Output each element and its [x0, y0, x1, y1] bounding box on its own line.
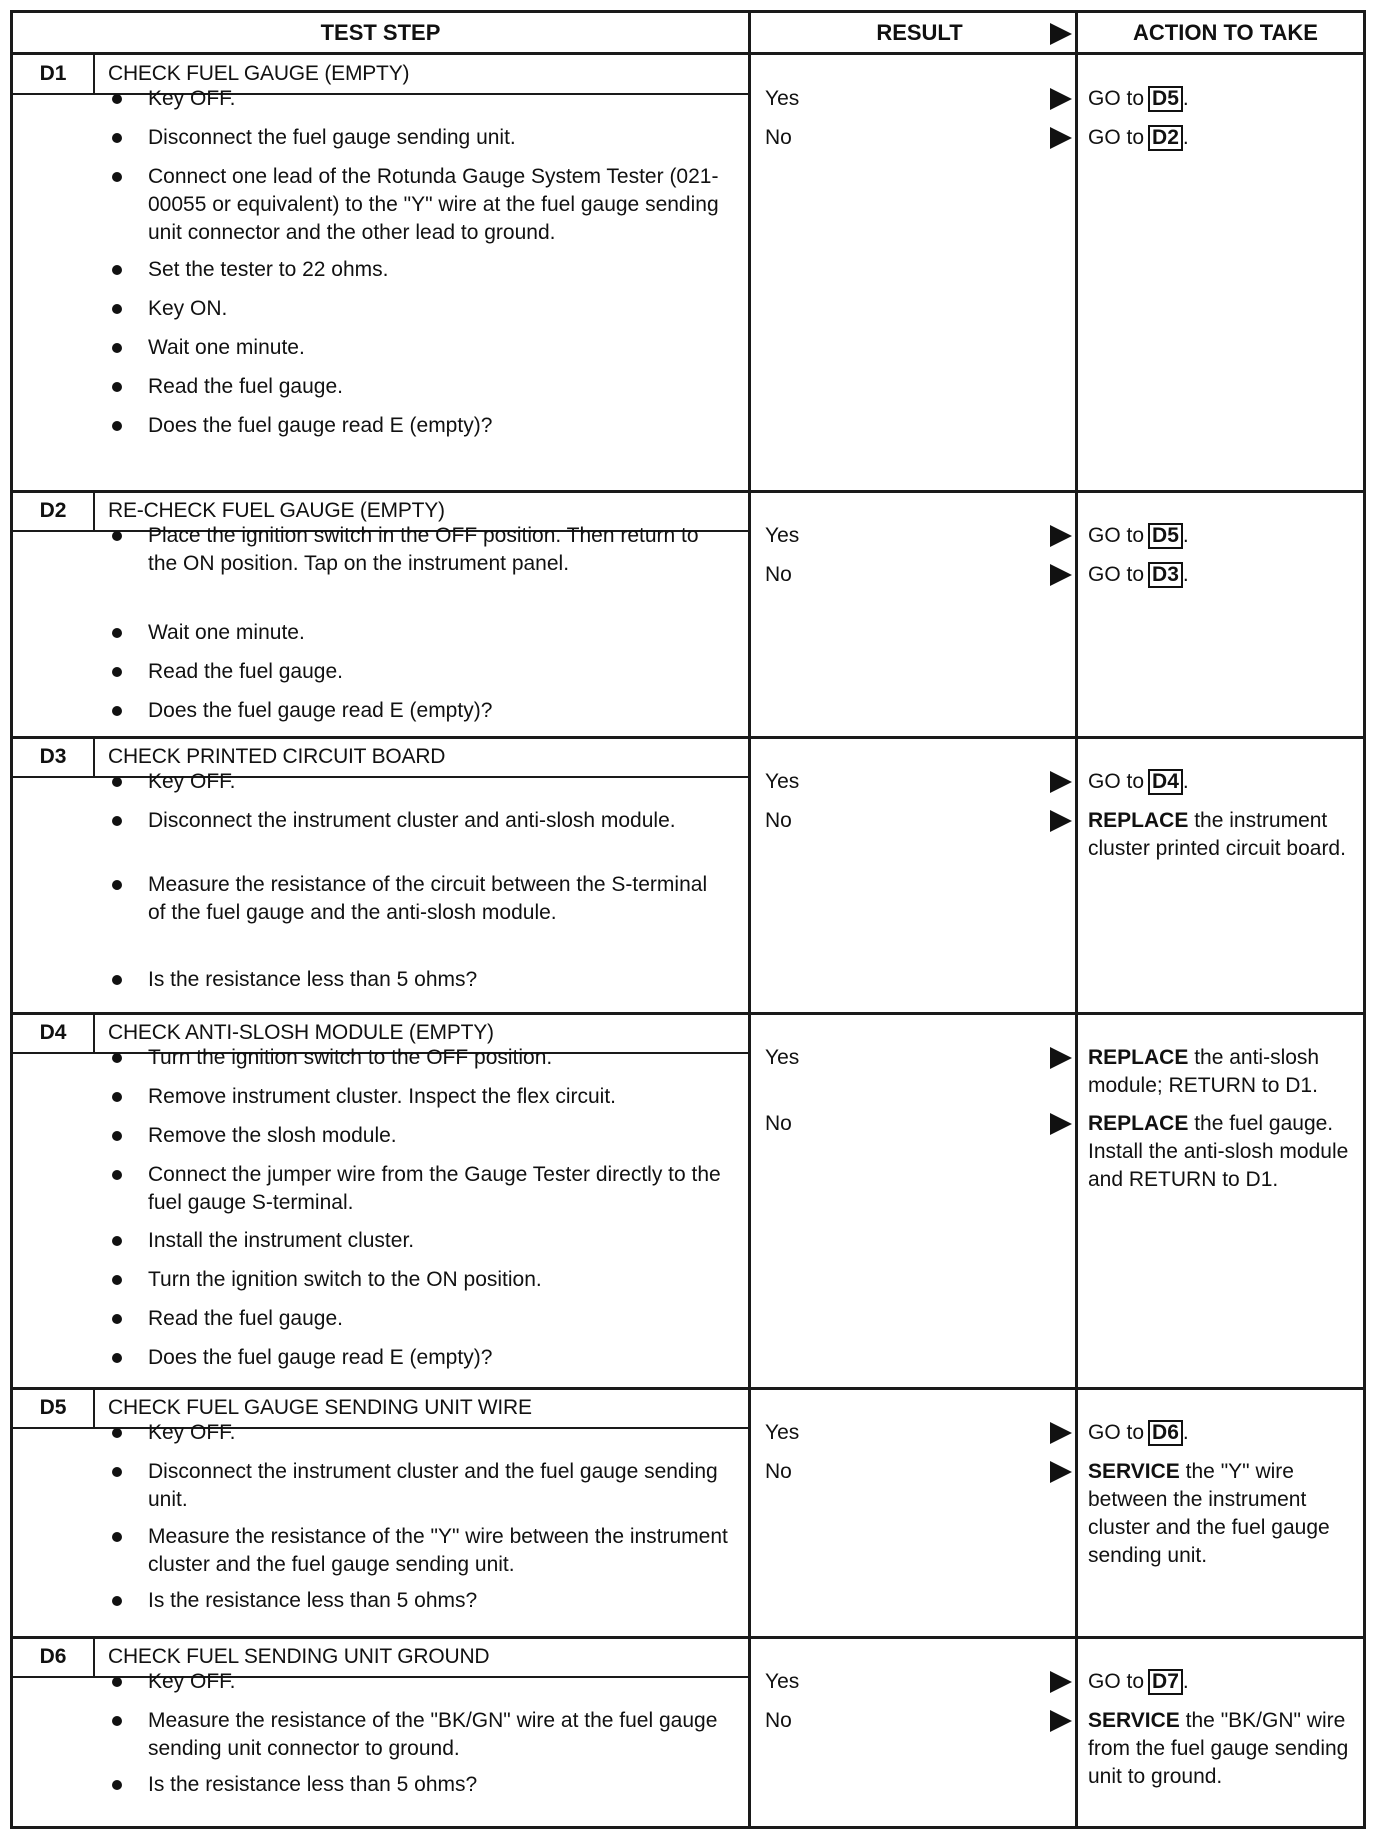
step-id-divider [93, 1638, 95, 1676]
arrow-right-icon [1050, 88, 1072, 110]
arrow-right-icon [1050, 1047, 1072, 1069]
bullet-text: Key OFF. [148, 1421, 236, 1444]
diagnostic-table [10, 10, 1366, 1829]
step-bullet [108, 295, 728, 323]
bullet-text: Is the resistance less than 5 ohms? [148, 1773, 478, 1796]
action-prefix: GO to [1088, 563, 1145, 586]
step-bullet [108, 373, 728, 401]
bullet-icon [112, 133, 122, 143]
arrow-right-icon [1050, 1671, 1072, 1693]
bullet-icon [112, 706, 122, 716]
bullet-icon [112, 421, 122, 431]
result-label: No [765, 1460, 792, 1483]
bullet-icon [112, 1314, 122, 1324]
action-prefix: GO to [1088, 87, 1145, 110]
action-text: GO to D6 . [1088, 1421, 1189, 1444]
action-detail: the anti-slosh module; RETURN to D1. [1088, 1046, 1320, 1097]
bullet-icon [112, 94, 122, 104]
step-bullet [108, 1587, 728, 1615]
action-text [1088, 807, 1358, 863]
step-id: D4 [39, 1021, 67, 1044]
step-bullet [108, 1771, 728, 1799]
bullet-icon [112, 304, 122, 314]
action-text [1088, 1044, 1358, 1100]
step-id: D5 [39, 1396, 67, 1419]
bullet-text: Remove the slosh module. [148, 1124, 397, 1147]
bullet-icon [112, 1716, 122, 1726]
bullet-text: Read the fuel gauge. [148, 1307, 343, 1330]
result-label: No [765, 809, 792, 832]
action-verb: REPLACE [1088, 1112, 1189, 1135]
result-label: Yes [765, 770, 800, 793]
bullet-text: Measure the resistance of the "BK/GN" wire at the fuel gauge sending unit connector to ground. [148, 1709, 718, 1760]
bullet-icon [112, 628, 122, 638]
bullet-icon [112, 667, 122, 677]
bullet-icon [112, 880, 122, 890]
step-bullet [108, 1083, 728, 1111]
arrow-right-icon [1050, 810, 1072, 832]
action-detail: the "BK/GN" wire from the fuel gauge sending unit to ground. [1088, 1709, 1349, 1788]
result-label: Yes [765, 1670, 800, 1693]
action-text: GO to D2 . [1088, 126, 1189, 149]
step-bullet [108, 658, 728, 686]
arrow-right-icon [1050, 1710, 1072, 1732]
action-verb: SERVICE [1088, 1709, 1180, 1732]
action-verb: SERVICE [1088, 1460, 1180, 1483]
bullet-icon [112, 1596, 122, 1606]
bullet-text: Read the fuel gauge. [148, 375, 343, 398]
bullet-icon [112, 1275, 122, 1285]
bullet-icon [112, 265, 122, 275]
step-reference-link[interactable]: D5 [1148, 523, 1183, 549]
step-bullet [108, 1122, 728, 1150]
header-result: RESULT [751, 13, 1088, 55]
bullet-text: Key OFF. [148, 87, 236, 110]
step-bullet [108, 412, 728, 440]
step-bullet [108, 1344, 728, 1372]
bullet-icon [112, 1467, 122, 1477]
step-id-divider [93, 1014, 95, 1052]
step-reference-link[interactable]: D4 [1148, 769, 1183, 795]
bullet-text: Does the fuel gauge read E (empty)? [148, 1346, 493, 1369]
bullet-text: Measure the resistance of the "Y" wire between the instrument cluster and the fuel gauge sending unit. [148, 1525, 728, 1576]
result-label: Yes [765, 1046, 800, 1069]
action-text [1088, 1458, 1358, 1570]
bullet-icon [112, 777, 122, 787]
result-label: No [765, 126, 792, 149]
step-title: RE-CHECK FUEL GAUGE (EMPTY) [108, 499, 445, 522]
arrow-right-icon [1050, 127, 1072, 149]
bullet-text: Connect the jumper wire from the Gauge Tester directly to the fuel gauge S-terminal. [148, 1163, 721, 1214]
bullet-icon [112, 1428, 122, 1438]
step-bullet [108, 1458, 728, 1514]
step-bullet [108, 522, 728, 578]
step-bullet [108, 1419, 728, 1447]
step-title: CHECK FUEL SENDING UNIT GROUND [108, 1645, 490, 1668]
step-reference-link[interactable]: D5 [1148, 86, 1183, 112]
step-id: D3 [39, 745, 67, 768]
bullet-icon [112, 1170, 122, 1180]
bullet-text: Does the fuel gauge read E (empty)? [148, 699, 493, 722]
header-arrow-icon [1050, 23, 1072, 45]
header-test-step: TEST STEP [13, 13, 748, 55]
step-bullet [108, 1707, 728, 1763]
action-detail: the fuel gauge. Install the anti-slosh module and RETURN to D1. [1088, 1112, 1349, 1191]
bullet-icon [112, 1677, 122, 1687]
step-bullet [108, 697, 728, 725]
bullet-icon [112, 343, 122, 353]
action-detail: the instrument cluster printed circuit board. [1088, 809, 1346, 860]
step-bullet [108, 1227, 728, 1255]
bullet-text: Set the tester to 22 ohms. [148, 258, 389, 281]
action-detail: the "Y" wire between the instrument cluster and the fuel gauge sending unit. [1088, 1460, 1330, 1567]
step-title: CHECK FUEL GAUGE SENDING UNIT WIRE [108, 1396, 532, 1419]
bullet-text: Install the instrument cluster. [148, 1229, 415, 1252]
step-bullet [108, 1668, 728, 1696]
step-bullet [108, 966, 728, 994]
bullet-text: Is the resistance less than 5 ohms? [148, 1589, 478, 1612]
column-divider-action [1075, 13, 1078, 1826]
bullet-text: Does the fuel gauge read E (empty)? [148, 414, 493, 437]
step-title: CHECK FUEL GAUGE (EMPTY) [108, 62, 410, 85]
bullet-text: Wait one minute. [148, 621, 305, 644]
step-bullet [108, 256, 728, 284]
step-bullet [108, 619, 728, 647]
bullet-icon [112, 975, 122, 985]
result-label: Yes [765, 87, 800, 110]
bullet-icon [112, 1532, 122, 1542]
step-reference-link[interactable]: D3 [1148, 562, 1183, 588]
step-title: CHECK PRINTED CIRCUIT BOARD [108, 745, 446, 768]
arrow-right-icon [1050, 525, 1072, 547]
arrow-right-icon [1050, 1113, 1072, 1135]
step-bullet [108, 768, 728, 796]
bullet-icon [112, 1236, 122, 1246]
action-text: GO to D5 . [1088, 524, 1189, 547]
action-prefix: GO to [1088, 770, 1145, 793]
bullet-text: Disconnect the fuel gauge sending unit. [148, 126, 516, 149]
action-text [1088, 1110, 1358, 1194]
bullet-text: Measure the resistance of the circuit between the S-terminal of the fuel gauge and the anti-slosh module. [148, 873, 708, 924]
result-label: No [765, 1112, 792, 1135]
action-verb: REPLACE [1088, 1046, 1189, 1069]
step-id-divider [93, 1389, 95, 1427]
column-divider-teststep [748, 13, 751, 1826]
bullet-text: Turn the ignition switch to the ON position. [148, 1268, 542, 1291]
result-label: No [765, 1709, 792, 1732]
step-reference-link[interactable]: D7 [1148, 1669, 1183, 1695]
step-reference-link[interactable]: D6 [1148, 1420, 1183, 1446]
action-text: GO to D7 . [1088, 1670, 1189, 1693]
action-prefix: GO to [1088, 524, 1145, 547]
step-reference-link[interactable]: D2 [1148, 125, 1183, 151]
step-id-divider [93, 492, 95, 530]
bullet-text: Key OFF. [148, 1670, 236, 1693]
bullet-icon [112, 172, 122, 182]
step-bullet [108, 871, 728, 927]
step-bullet [108, 1305, 728, 1333]
action-verb: REPLACE [1088, 809, 1189, 832]
action-text [1088, 1707, 1358, 1791]
bullet-icon [112, 531, 122, 541]
step-bullet [108, 1161, 728, 1217]
bullet-icon [112, 1092, 122, 1102]
bullet-text: Disconnect the instrument cluster and anti-slosh module. [148, 809, 676, 832]
step-bullet [108, 1266, 728, 1294]
bullet-text: Remove instrument cluster. Inspect the flex circuit. [148, 1085, 617, 1108]
step-title: CHECK ANTI-SLOSH MODULE (EMPTY) [108, 1021, 494, 1044]
step-id-divider [93, 55, 95, 93]
step-bullet [108, 334, 728, 362]
bullet-text: Wait one minute. [148, 336, 305, 359]
action-text: GO to D4 . [1088, 770, 1189, 793]
action-text: GO to D5 . [1088, 87, 1189, 110]
arrow-right-icon [1050, 564, 1072, 586]
header-action: ACTION TO TAKE [1088, 13, 1363, 55]
bullet-text: Disconnect the instrument cluster and the fuel gauge sending unit. [148, 1460, 718, 1511]
step-id: D1 [39, 62, 67, 85]
bullet-icon [112, 1780, 122, 1790]
bullet-text: Read the fuel gauge. [148, 660, 343, 683]
step-bullet [108, 124, 728, 152]
result-label: Yes [765, 524, 800, 547]
bullet-text: Key OFF. [148, 770, 236, 793]
arrow-right-icon [1050, 1422, 1072, 1444]
action-prefix: GO to [1088, 1421, 1145, 1444]
action-text: GO to D3 . [1088, 563, 1189, 586]
bullet-icon [112, 1053, 122, 1063]
arrow-right-icon [1050, 771, 1072, 793]
step-id: D6 [39, 1645, 67, 1668]
bullet-text: Connect one lead of the Rotunda Gauge System Tester (021-00055 or equivalent) to the "Y" wire at the fuel gauge sending unit connector and the other lead to ground. [148, 165, 719, 244]
step-id: D2 [39, 499, 67, 522]
bullet-text: Is the resistance less than 5 ohms? [148, 968, 478, 991]
step-bullet [108, 163, 728, 247]
bullet-icon [112, 382, 122, 392]
action-prefix: GO to [1088, 126, 1145, 149]
result-label: Yes [765, 1421, 800, 1444]
bullet-icon [112, 1131, 122, 1141]
bullet-text: Place the ignition switch in the OFF position. Then return to the ON position. Tap on the instrument panel. [148, 524, 699, 575]
arrow-right-icon [1050, 1461, 1072, 1483]
step-bullet [108, 85, 728, 113]
bullet-text: Key ON. [148, 297, 228, 320]
bullet-icon [112, 1353, 122, 1363]
bullet-text: Turn the ignition switch to the OFF position. [148, 1046, 553, 1069]
bullet-icon [112, 816, 122, 826]
result-label: No [765, 563, 792, 586]
action-prefix: GO to [1088, 1670, 1145, 1693]
step-bullet [108, 1044, 728, 1072]
step-bullet [108, 1523, 728, 1579]
step-id-divider [93, 738, 95, 776]
step-bullet [108, 807, 728, 835]
